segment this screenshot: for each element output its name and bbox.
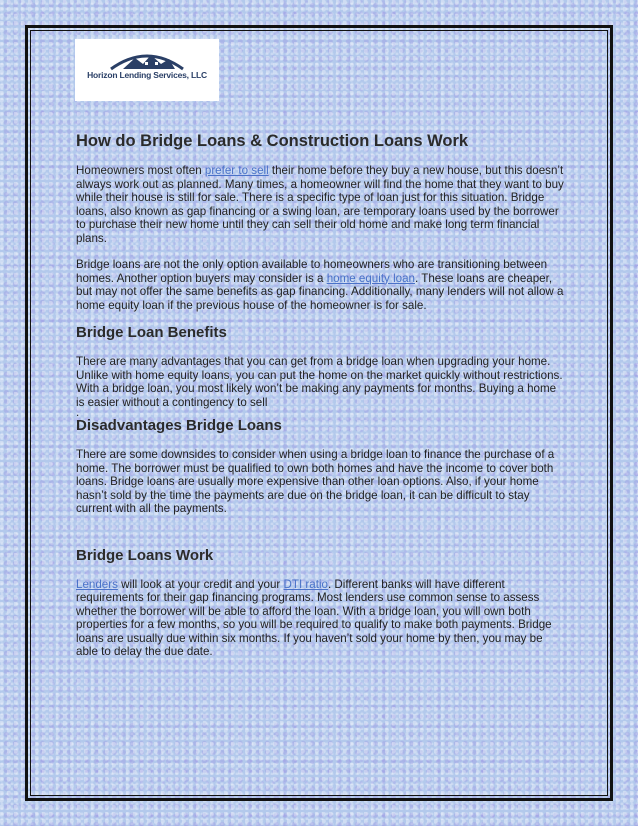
intro-p1-text-after: their home before they buy a new house, but this doesn’t always work out as planned. Many times, a homeowner will find the home that they want to buy while their house is still for sale. There is a specific type of loan just for this situation. Bridge loans, also known as gap financing or a swing loan, are temporary loans used by the borrower to purchase their new home until they can sell their old home and make long term financial plans.: [76, 164, 564, 245]
intro-paragraph-2: [76, 258, 566, 312]
bridge-loans-work-heading: Bridge Loans Work: [76, 546, 214, 564]
home-equity-loan-link[interactable]: home equity loan: [326, 271, 415, 285]
bridge-loans-work-paragraph: [76, 578, 566, 659]
disadvantages-paragraph: There are some downsides to consider when using a bridge loan to finance the purchase of a home. The borrower must be qualified to own both homes and have the income to cover both loans. Bridge loans are usually more expensive than other loan options. Also, if your home hasn’t sold by the time the payments are due on the bridge loan, it can be difficult to stay current with all the payments.: [76, 448, 555, 515]
benefits-paragraph: There are many advantages that you can get from a bridge loan when upgrading your home. Unlike with home equity loans, you can put the home on the market quickly without restrictions. With a bridge loan, you most likely won’t be making any payments for months. Buying a home is easier without a contingency to sell: [76, 355, 563, 409]
lenders-link[interactable]: Lenders: [76, 577, 118, 591]
intro-p1-text-before: Homeowners most often: [76, 164, 205, 177]
disadvantages-heading: Disadvantages Bridge Loans: [76, 417, 282, 434]
benefits-heading: Bridge Loan Benefits: [76, 324, 227, 341]
work-text-mid: will look at your credit and your: [117, 577, 284, 591]
dti-ratio-link[interactable]: DTI ratio: [283, 577, 328, 591]
work-text-after: . Different banks will have different requirements for their gap financing programs. Most lenders use common sense to assess whether the borrower will be able to afford the loan. With a bridge loan, you will own both properties for a few months, so you will be required to qualify to make both payments. Bridge loans are usually due within six months. If you haven’t sold your home by then, you may be able to delay the due date.: [76, 577, 552, 658]
intro-p2-text-before: Bridge loans are not the only option available to homeowners who are transitioning between homes. Another option buyers may consider is a: [76, 258, 548, 285]
company-logo: [75, 39, 219, 101]
company-name: Horizon Lending Services, LLC: [87, 70, 207, 80]
intro-p2-text-after: . These loans are cheaper, but may not offer the same benefits as gap financing. Additionally, many lenders will not allow a home equity loan if the previous house of the homeowner is for sale.: [76, 271, 564, 312]
intro-paragraph-1: [76, 164, 566, 245]
article: [76, 131, 566, 659]
prefer-to-sell-link[interactable]: prefer to sell: [204, 164, 269, 177]
page-title: How do Bridge Loans & Construction Loans Work: [76, 132, 469, 150]
house-roof-logo-icon: [109, 45, 185, 71]
benefits-trailing-period: .: [76, 406, 80, 419]
